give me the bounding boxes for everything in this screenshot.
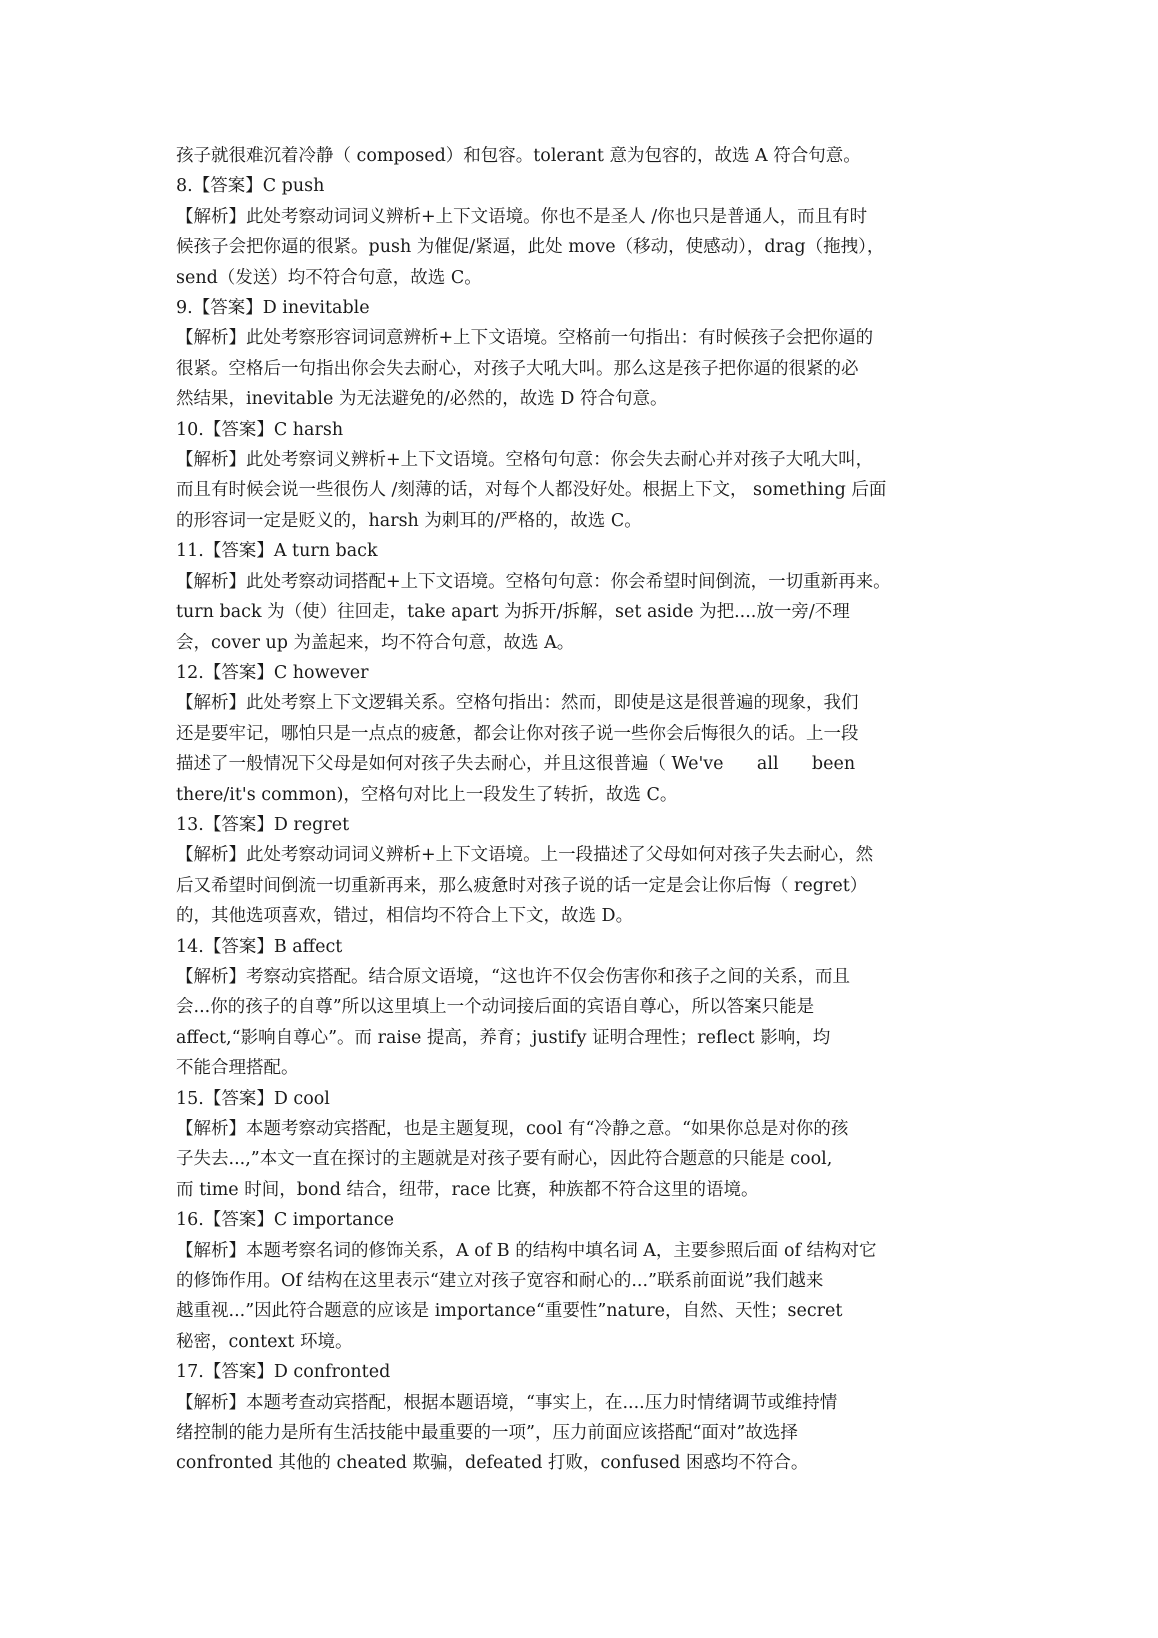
text-line: 秘密，context 环境。 [176,1331,353,1352]
text-line: 后又希望时间倒流一切重新再来，那么疲惫时对孩子说的话一定是会让你后悔（ regret） [176,875,868,896]
text-line: 然结果，inevitable 为无法避免的/必然的，故选 D 符合句意。 [176,389,668,410]
answer-line: 10.【答案】C harsh [176,419,344,440]
text-line: 的修饰作用。Of 结构在这里表示“建立对孩子宽容和耐心的...”联系前面说”我们越来 [176,1271,824,1292]
answer-line: 17.【答案】D confronted [176,1362,391,1383]
text-line: 还是要牢记，哪怕只是一点点的疲惫，都会让你对孩子说一些你会后悔很久的话。上一段 [176,723,859,744]
text-line: 不能合理搭配。 [176,1058,299,1079]
text-line: 的，其他选项喜欢，错过，相信均不符合上下文，故选 D。 [176,906,634,927]
text-line: 【解析】本题考查动宾搭配，根据本题语境，“事实上，在....压力时情绪调节或维持情 [176,1392,838,1413]
document-page [176,141,986,1479]
text-line: 孩子就很难沉着冷静（ composed）和包容。tolerant 意为包容的，故选 A 符合句意。 [176,146,861,166]
text-line: 而 time 时间，bond 结合，纽带，race 比赛，种族都不符合这里的语境。 [176,1179,759,1200]
text-line: 会...你的孩子的自尊”所以这里填上一个动词接后面的宾语自尊心，所以答案只能是 [176,997,815,1018]
text-line: 【解析】本题考察动宾搭配，也是主题复现，cool 有“冷静之意。“如果你总是对你的孩 [176,1119,849,1139]
text-line: send（发送）均不符合句意，故选 C。 [176,267,482,288]
text-line: 而且有时候会说一些很伤人 /刻薄的话，对每个人都没好处。根据上下文， something 后面 [176,480,887,501]
text-line: 的形容词一定是贬义的，harsh 为刺耳的/严格的，故选 C。 [176,510,642,531]
text-line: turn back 为（使）往回走，take apart 为拆开/拆解，set aside 为把....放一旁/不理 [176,602,850,623]
text-line: confronted 其他的 cheated 欺骗，defeated 打败，confused 困惑均不符合。 [176,1453,809,1474]
text-line: 【解析】此处考察上下文逻辑关系。空格句指出：然而，即使是这是很普遍的现象，我们 [176,693,859,714]
answer-line: 9.【答案】D inevitable [176,298,370,319]
answer-line: 15.【答案】D cool [176,1088,330,1109]
text-line: 绪控制的能力是所有生活技能中最重要的一项”，压力前面应该搭配“面对”故选择 [176,1423,798,1444]
text-line: 【解析】此处考察动词词义辨析+上下文语境。你也不是圣人 /你也只是普通人，而且有时 [176,206,868,227]
answer-line: 11.【答案】A turn back [176,541,378,562]
text-line: 会，cover up 为盖起来，均不符合句意，故选 A。 [176,632,575,653]
text-line: 越重视...”因此符合题意的应该是 importance“重要性”nature，自然、天性；secret [176,1301,843,1322]
answer-line: 14.【答案】B affect [176,936,343,957]
text-line: 【解析】此处考察动词搭配+上下文语境。空格句句意：你会希望时间倒流，一切重新再来。 [176,571,891,592]
text-line: there/it's common)，空格句对比上一段发生了转折，故选 C。 [176,784,678,805]
text-line: 【解析】本题考察名词的修饰关系，A of B 的结构中填名词 A，主要参照后面 of 结构对它 [176,1240,877,1261]
answer-line: 12.【答案】C however [176,662,369,683]
text-line: affect,“影响自尊心”。而 raise 提高，养育；justify 证明合理性；reflect 影响，均 [176,1027,831,1048]
text-line: 很紧。空格后一句指出你会失去耐心，对孩子大吼大叫。那么这是孩子把你逼的很紧的必 [176,358,859,379]
text-line: 【解析】此处考察动词词义辨析+上下文语境。上一段描述了父母如何对孩子失去耐心，然 [176,845,874,866]
answer-line: 13.【答案】D regret [176,814,350,835]
text-line: 子失去...,”本文一直在探讨的主题就是对孩子要有耐心，因此符合题意的只能是 cool, [176,1149,833,1170]
text-line: 【解析】此处考察形容词词意辨析+上下文语境。空格前一句指出：有时候孩子会把你逼的 [176,328,874,349]
text-line: 候孩子会把你逼的很紧。push 为催促/紧逼，此处 move（移动，使感动），drag（拖拽）， [176,237,885,258]
answer-line: 16.【答案】C importance [176,1210,394,1231]
answer-line: 8.【答案】C push [176,176,325,197]
text-line: 【解析】考察动宾搭配。结合原文语境，“这也许不仅会伤害你和孩子之间的关系，而且 [176,966,850,987]
text-line: 【解析】此处考察词义辨析+上下文语境。空格句句意：你会失去耐心并对孩子大吼大叫， [176,450,874,471]
text-line: 描述了一般情况下父母是如何对孩子失去耐心，并且这很普遍（ We've all been [176,754,856,775]
